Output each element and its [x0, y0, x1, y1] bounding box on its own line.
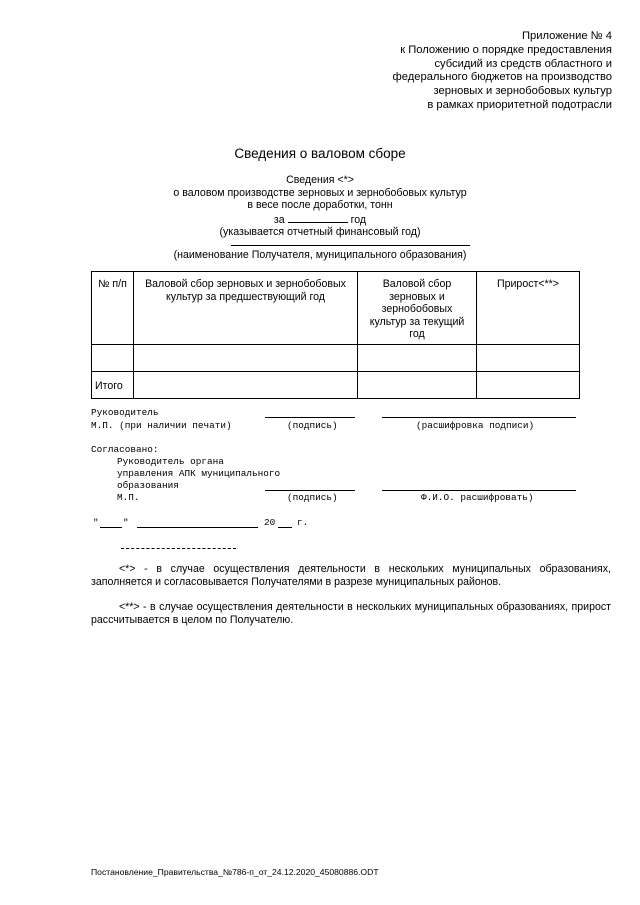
header-cell-number: № п/п: [92, 272, 134, 345]
fio-line: [382, 490, 576, 491]
head-label: Руководитель: [91, 407, 159, 418]
recipient-underline: [231, 245, 470, 246]
table-cell: [358, 345, 477, 372]
table-cell: [134, 372, 358, 399]
header-cell-previous-year: Валовой сбор зерновых и зернобобовых культур за предшествующий год: [134, 272, 358, 345]
table-cell: [477, 372, 580, 399]
subtitle-line: (указывается отчетный финансовый год): [219, 226, 421, 239]
appendix-line: Приложение № 4: [521, 30, 612, 42]
year-blank: [288, 212, 348, 223]
table-total-row: [92, 372, 580, 399]
table-cell: [477, 345, 580, 372]
fio-caption: Ф.И.О. расшифровать): [421, 492, 534, 503]
year-prefix: за: [273, 213, 285, 226]
header-cell-current-year: Валовой сбор зерновых и зернобобовых культур за текущий год: [358, 272, 477, 345]
date-quote-close: ": [123, 517, 129, 528]
org-line: Руководитель органа: [117, 456, 224, 467]
document-title: Сведения о валовом сборе: [234, 146, 406, 161]
signature-caption: (подпись): [287, 420, 338, 431]
table-header-row: [92, 272, 580, 345]
year-line: [0, 212, 640, 227]
table-row: [92, 345, 580, 372]
table-cell: [358, 372, 477, 399]
signature-line: [265, 490, 355, 491]
subtitle-block: [0, 174, 640, 239]
appendix-line: субсидий из средств областного и: [434, 57, 612, 70]
subtitle-line: о валовом производстве зерновых и зернобобовых культур: [173, 186, 467, 199]
decode-caption: (расшифровка подписи): [416, 420, 535, 431]
footnote-1: <*> - в случае осуществления деятельности в нескольких муниципальных образованиях, заполняется и согласовывается Получателями в разрезе муниципальных районов.: [91, 563, 611, 588]
year-suffix: г.: [297, 517, 309, 528]
month-blank: [137, 527, 258, 528]
mp-label: М.П.: [117, 492, 140, 503]
decode-line: [382, 417, 576, 418]
day-blank: [100, 527, 122, 528]
year-prefix: 20: [264, 517, 276, 528]
org-line: управления АПК муниципального: [117, 468, 281, 479]
subtitle-line: в весе после доработки, тонн: [247, 199, 393, 212]
table-cell: [134, 345, 358, 372]
appendix-line: в рамках приоритетной подотрасли: [427, 98, 612, 111]
notes-separator: [121, 548, 236, 549]
table-cell: [92, 345, 134, 372]
date-quote-open: ": [93, 517, 99, 528]
recipient-caption: (наименование Получателя, муниципального образования): [173, 249, 467, 261]
signature-line: [265, 417, 355, 418]
total-label: Итого: [92, 372, 134, 399]
signature-caption: (подпись): [287, 492, 338, 503]
appendix-header: [282, 30, 612, 113]
appendix-line: зерновых и зернобобовых культур: [433, 85, 612, 98]
header-cell-growth: Прирост<**>: [477, 272, 580, 345]
year-suffix: год: [350, 213, 367, 226]
appendix-line: федерального бюджетов на производство: [392, 71, 612, 84]
appendix-line: к Положению о порядке предоставления: [400, 43, 612, 56]
agreed-label: Согласовано:: [91, 444, 159, 455]
footnote-2: <**> - в случае осуществления деятельности в нескольких муниципальных образованиях, прирост рассчитывается в целом по Получателю.: [91, 601, 611, 626]
stamp-label: М.П. (при наличии печати): [91, 420, 232, 431]
year-blank: [278, 527, 292, 528]
harvest-table: [91, 271, 580, 399]
footer-filename: Постановление_Правительства_№786-п_от_24.12.2020_45080886.ODT: [91, 867, 379, 877]
subtitle-line: Сведения <*>: [286, 174, 354, 186]
org-line: образования: [117, 480, 179, 491]
